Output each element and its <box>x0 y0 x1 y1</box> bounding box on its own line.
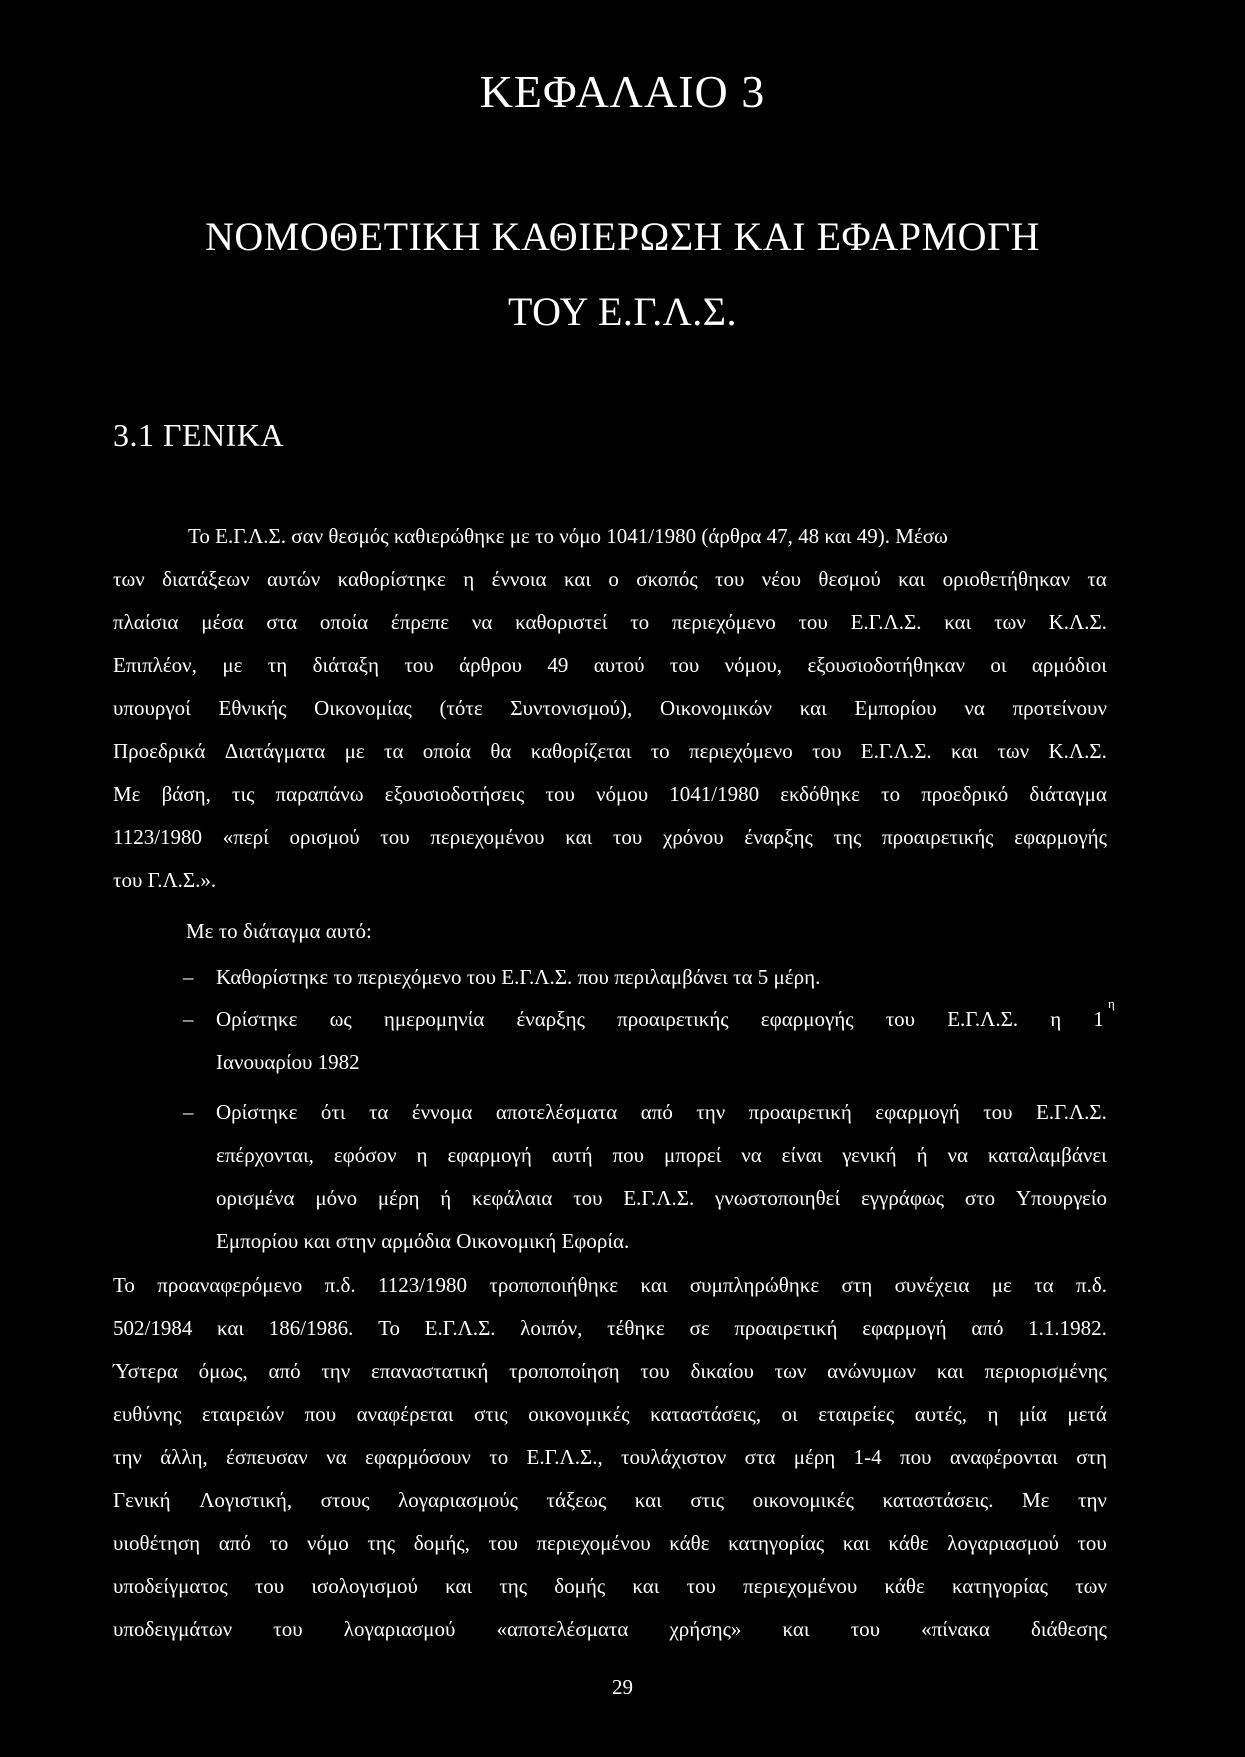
word: τέθηκε <box>607 1316 665 1340</box>
word: (τότε <box>439 696 483 720</box>
word: καθορίστηκε <box>337 567 446 591</box>
word: 49 <box>547 653 569 677</box>
word: νόμου, <box>724 653 783 677</box>
word: υποδείγματος <box>113 1574 228 1598</box>
word: αναφέρονται <box>949 1445 1058 1469</box>
word: μέρη <box>793 1445 836 1469</box>
word: μία <box>1018 1402 1047 1426</box>
word: εφαρμόσουν <box>365 1445 471 1469</box>
word: αποτελέσματα <box>495 1100 618 1124</box>
word: με <box>222 653 243 677</box>
word: κάθε <box>669 1531 710 1555</box>
word: του <box>885 1007 916 1031</box>
word: Κ.Λ.Σ. <box>1048 610 1107 634</box>
word: ορισμένα <box>216 1186 295 1210</box>
word: Γενική <box>113 1488 171 1512</box>
section-heading: 3.1 ΓΕΝΙΚΑ <box>113 417 285 453</box>
word: Συντονισμού), <box>510 696 633 720</box>
bullet-dash: – <box>183 1100 194 1124</box>
word: π.δ. <box>1076 1273 1107 1297</box>
word: ορισμού <box>289 825 360 849</box>
word: μόνο <box>315 1186 358 1210</box>
word: να <box>741 1143 762 1167</box>
word: η <box>463 567 475 591</box>
word: ανώνυμων <box>827 1359 916 1383</box>
word: Ε.Γ.Λ.Σ. <box>1036 1100 1107 1124</box>
word: σκοπός <box>636 567 698 591</box>
word: του <box>380 825 410 849</box>
word: που <box>899 1445 932 1469</box>
word: εφαρμογή <box>875 1100 960 1124</box>
word: έναρξης <box>516 1007 585 1031</box>
word: του <box>404 653 434 677</box>
word: χρόνου <box>663 825 724 849</box>
paragraph-2-line <box>113 1442 1107 1472</box>
word: πλαίσια <box>113 610 179 634</box>
paragraph-1-line <box>113 693 1107 723</box>
word: τις <box>232 782 255 806</box>
word: στα <box>266 610 298 634</box>
word: των <box>774 1359 807 1383</box>
word: του <box>545 782 575 806</box>
word: και <box>634 1488 662 1512</box>
word: και <box>936 1359 964 1383</box>
word: τα <box>1087 567 1107 591</box>
word: διατάξεων <box>162 567 250 591</box>
word: εταιρείες <box>818 1402 895 1426</box>
word: περιεχόμενο <box>689 739 793 763</box>
paragraph-2-line <box>113 1270 1107 1300</box>
word: και <box>842 1531 870 1555</box>
word: προαιρετική <box>734 1316 838 1340</box>
word: το <box>489 1445 509 1469</box>
word: το <box>630 610 650 634</box>
paragraph-2-line <box>113 1356 1107 1386</box>
word: περιεχομένου <box>743 1574 858 1598</box>
word: λοιπόν, <box>520 1316 583 1340</box>
word: στις <box>690 1488 725 1512</box>
word: ημερομηνία <box>383 1007 485 1031</box>
word: ως <box>329 1007 352 1031</box>
word: στους <box>320 1488 370 1512</box>
word: που <box>304 1402 337 1426</box>
word: Το <box>113 1273 135 1297</box>
word: όμως, <box>198 1359 248 1383</box>
word: υπουργοί <box>113 696 191 720</box>
word: 186/1986. <box>268 1316 354 1340</box>
word: οι <box>781 1402 798 1426</box>
paragraph-1-line: Το Ε.Γ.Λ.Σ. σαν θεσμός καθιερώθηκε με το νόμο 1041/1980 (άρθρα 47, 48 και 49). Μέσω <box>188 524 948 548</box>
word: του <box>273 1617 303 1641</box>
word: 1123/1980 <box>113 825 203 849</box>
word: αυτών <box>267 567 321 591</box>
word: και <box>951 739 979 763</box>
word: καθορίζεται <box>530 739 632 763</box>
word: τουλάχιστον <box>621 1445 727 1469</box>
word: του <box>640 1359 670 1383</box>
word: τροποποίηση <box>509 1359 620 1383</box>
word: έννομα <box>411 1100 473 1124</box>
word: να <box>326 1445 347 1469</box>
word: γνωστοποιηθεί <box>715 1186 841 1210</box>
word: εφόσον <box>333 1143 397 1167</box>
word: έπρεπε <box>390 610 450 634</box>
word: και <box>445 1574 473 1598</box>
word: δομής, <box>413 1531 470 1555</box>
word: και <box>944 610 972 634</box>
word: ότι <box>320 1100 346 1124</box>
word: την <box>113 1445 142 1469</box>
word: εφαρμογής <box>1014 825 1107 849</box>
word: ισολογισμού <box>311 1574 418 1598</box>
word: Με <box>1022 1488 1050 1512</box>
word: με <box>991 1273 1012 1297</box>
word: σε <box>689 1316 710 1340</box>
word: και <box>799 696 827 720</box>
word: μπορεί <box>663 1143 722 1167</box>
word: κάθε <box>888 1531 929 1555</box>
word: της <box>833 825 862 849</box>
word: στη <box>1076 1445 1107 1469</box>
word: κεφάλαια <box>472 1186 553 1210</box>
word: «περί <box>222 825 269 849</box>
word: κάθε <box>884 1574 925 1598</box>
word: οριοθετήθηκαν <box>942 567 1070 591</box>
word: το <box>881 782 901 806</box>
word: θεσμού <box>818 567 881 591</box>
word: επέρχονται, <box>216 1143 314 1167</box>
word: υιοθέτηση <box>113 1531 201 1555</box>
word: Οικονομίας <box>314 696 412 720</box>
word: στα <box>744 1445 776 1469</box>
page-number: 29 <box>612 1675 633 1699</box>
word: Εμπορίου <box>854 696 937 720</box>
document-title-line-2: ΤΟΥ Ε.Γ.Λ.Σ. <box>507 289 738 334</box>
word: προαναφερόμενο <box>157 1273 303 1297</box>
word: εκδόθηκε <box>780 782 860 806</box>
bullet-2-line <box>216 1004 1104 1034</box>
word: Ύστερα <box>113 1359 178 1383</box>
word: έννοια <box>491 567 547 591</box>
word: το <box>650 739 670 763</box>
word: αυτές, <box>914 1402 967 1426</box>
word: του <box>812 739 842 763</box>
word: π.δ. <box>324 1273 356 1297</box>
word: Λογιστική, <box>199 1488 293 1512</box>
word: του <box>573 1186 603 1210</box>
word: καταστάσεις. <box>882 1488 994 1512</box>
word: ο <box>608 567 619 591</box>
word: Ε.Γ.Λ.Σ. <box>623 1186 695 1210</box>
bullet-3-line <box>216 1097 1107 1127</box>
word: διάθεσης <box>1030 1617 1107 1641</box>
word: Διατάγματα <box>224 739 326 763</box>
bullet-dash: – <box>183 1007 194 1031</box>
paragraph-1-line <box>113 650 1107 680</box>
word: καθοριστεί <box>515 610 608 634</box>
word: Κ.Λ.Σ. <box>1048 739 1107 763</box>
word: προαιρετική <box>748 1100 852 1124</box>
word: περιορισμένης <box>984 1359 1107 1383</box>
word: του <box>488 1531 518 1555</box>
word: κατηγορίας <box>951 1574 1049 1598</box>
word: αυτού <box>593 653 645 677</box>
word: κατηγορίας <box>728 1531 825 1555</box>
word: της <box>367 1531 396 1555</box>
word: γενική <box>842 1143 897 1167</box>
word: εφαρμογής <box>760 1007 854 1031</box>
word: τα <box>1034 1273 1054 1297</box>
word: του <box>715 567 745 591</box>
word: λογαριασμούς <box>398 1488 518 1512</box>
word: οι <box>990 653 1007 677</box>
word: στη <box>841 1273 873 1297</box>
word: οικονομικές <box>752 1488 854 1512</box>
word: την <box>696 1100 726 1124</box>
word: οικονομικές <box>528 1402 630 1426</box>
word: βάση, <box>161 782 211 806</box>
word: την <box>1078 1488 1107 1512</box>
bullet-2-line: Ιανουαρίου 1982 <box>216 1050 360 1074</box>
word: 1 <box>1093 1007 1104 1031</box>
word: έσπευσαν <box>226 1445 308 1469</box>
word: προαιρετικής <box>617 1007 729 1031</box>
word: με <box>344 739 365 763</box>
word: περιεχόμενο <box>671 610 776 634</box>
word: το <box>269 1531 289 1555</box>
word: των <box>1075 1574 1107 1598</box>
paragraph-1-line <box>113 564 1107 594</box>
word: θα <box>490 739 512 763</box>
word: έναρξης <box>744 825 813 849</box>
word: Οικονομικών <box>659 696 773 720</box>
word: των <box>997 739 1030 763</box>
paragraph-2-line <box>113 1399 1107 1429</box>
word: διάταξη <box>312 653 379 677</box>
word: τα <box>384 739 404 763</box>
paragraph-2-line <box>113 1313 1107 1343</box>
word: να <box>964 696 985 720</box>
word: στο <box>964 1186 996 1210</box>
word: 1-4 <box>853 1445 882 1469</box>
word: Υπουργείο <box>1015 1186 1107 1210</box>
word: Ε.Γ.Λ.Σ. <box>860 739 932 763</box>
word: καταστάσεις, <box>650 1402 762 1426</box>
word: Ορίστηκε <box>216 1007 298 1031</box>
word: «πίνακα <box>921 1617 990 1641</box>
word: η <box>416 1143 428 1167</box>
bullet-3-line: Εμπορίου και στην αρμόδια Οικονομική Εφορία. <box>216 1229 630 1253</box>
word: από <box>971 1316 1004 1340</box>
word: εταιρειών <box>201 1402 285 1426</box>
paragraph-2-line <box>113 1485 1107 1515</box>
word: Ορίστηκε <box>216 1100 298 1124</box>
chapter-heading: ΚΕΦΑΛΑΙΟ 3 <box>479 66 766 117</box>
word: Ε.Γ.Λ.Σ. <box>850 610 922 634</box>
word: οποία <box>422 739 472 763</box>
word: του <box>798 610 828 634</box>
word: μετά <box>1067 1402 1107 1426</box>
word: την <box>321 1359 351 1383</box>
word: λογαριασμού <box>343 1617 456 1641</box>
word: εξουσιοδοτήσεις <box>384 782 525 806</box>
bullet-1-line: Καθορίστηκε το περιεχόμενο του Ε.Γ.Λ.Σ. που περιλαμβάνει τα 5 μέρη. <box>216 965 821 989</box>
word: του <box>686 1574 716 1598</box>
word: καταλαμβάνει <box>987 1143 1107 1167</box>
word: εγγράφως <box>860 1186 945 1210</box>
word: συνέχεια <box>894 1273 970 1297</box>
word: οποία <box>319 610 369 634</box>
word: περιεχομένου <box>430 825 545 849</box>
paragraph-1-line <box>113 822 1107 852</box>
word: τη <box>267 653 288 677</box>
word: προτείνουν <box>1012 696 1107 720</box>
bullet-dash: – <box>183 965 194 989</box>
word: ή <box>440 1186 452 1210</box>
word: ή <box>916 1143 928 1167</box>
word: άλλη, <box>160 1445 208 1469</box>
word: προαιρετικής <box>881 825 994 849</box>
paragraph-1-line <box>113 779 1107 809</box>
word: «αποτελέσματα <box>496 1617 629 1641</box>
paragraph-1-line <box>113 736 1107 766</box>
word: από <box>268 1359 301 1383</box>
word: νόμου <box>595 782 649 806</box>
word: 1123/1980 <box>378 1273 468 1297</box>
word: και <box>898 567 926 591</box>
word: και <box>217 1316 245 1340</box>
paragraph-1-line: του Γ.Λ.Σ.». <box>113 868 217 892</box>
word: μέρη <box>377 1186 420 1210</box>
word: και <box>565 825 593 849</box>
decree-intro: Με το διάταγμα αυτό: <box>186 919 372 943</box>
paragraph-2-line <box>113 1528 1107 1558</box>
word: τάξεως <box>546 1488 607 1512</box>
word: 1.1.1982. <box>1028 1316 1107 1340</box>
word: του <box>612 825 643 849</box>
word: συμπληρώθηκε <box>689 1273 820 1297</box>
word: Εθνικής <box>218 696 287 720</box>
word: επαναστατική <box>370 1359 489 1383</box>
word: η <box>987 1402 999 1426</box>
word: ευθύνης <box>113 1402 182 1426</box>
word: περιεχομένου <box>536 1531 651 1555</box>
word: από <box>218 1531 251 1555</box>
word: αρμόδιοι <box>1031 653 1107 677</box>
word: λογαριασμού <box>947 1531 1059 1555</box>
word: Επιπλέον, <box>113 653 197 677</box>
word: του <box>983 1100 1013 1124</box>
word: του <box>1077 1531 1107 1555</box>
word: διάταγμα <box>1029 782 1107 806</box>
word: Ε.Γ.Λ.Σ., <box>526 1445 603 1469</box>
word: τα <box>368 1100 389 1124</box>
word: εφαρμογή <box>862 1316 947 1340</box>
word: υποδειγμάτων <box>113 1617 233 1641</box>
word: αναφέρεται <box>356 1402 454 1426</box>
word: των <box>994 610 1026 634</box>
word: του <box>254 1574 285 1598</box>
word: προεδρικό <box>921 782 1009 806</box>
word: Το <box>378 1316 400 1340</box>
word: νόμο <box>307 1531 349 1555</box>
bullet-2-superscript: η <box>1108 996 1115 1011</box>
paragraph-2-line <box>113 1614 1107 1644</box>
word: στις <box>473 1402 508 1426</box>
word: και <box>640 1273 668 1297</box>
paragraph-2-line <box>113 1571 1107 1601</box>
word: και <box>782 1617 810 1641</box>
word: του <box>669 653 700 677</box>
word: μέσα <box>201 610 244 634</box>
word: δομής <box>554 1574 606 1598</box>
word: Με <box>113 782 141 806</box>
word: Προεδρικά <box>113 739 206 763</box>
word: είναι <box>781 1143 823 1167</box>
bullet-3-line <box>216 1183 1107 1213</box>
bullet-3-line <box>216 1140 1107 1170</box>
word: αυτή <box>551 1143 593 1167</box>
paragraph-1-line <box>113 607 1107 637</box>
word: να <box>471 610 493 634</box>
word: που <box>612 1143 645 1167</box>
word: τροποποιήθηκε <box>489 1273 619 1297</box>
word: να <box>947 1143 968 1167</box>
word: της <box>499 1574 528 1598</box>
word: άρθρου <box>459 653 522 677</box>
word: 1041/1980 <box>669 782 760 806</box>
word: των <box>113 567 145 591</box>
word: Ε.Γ.Λ.Σ. <box>947 1007 1019 1031</box>
word: του <box>850 1617 881 1641</box>
word: και <box>632 1574 660 1598</box>
word: η <box>1050 1007 1062 1031</box>
word: εξουσιοδοτήθηκαν <box>807 653 965 677</box>
word: εφαρμογή <box>447 1143 532 1167</box>
word: Ε.Γ.Λ.Σ. <box>424 1316 496 1340</box>
word: νέου <box>761 567 801 591</box>
word: παραπάνω <box>275 782 364 806</box>
word: 502/1984 <box>113 1316 193 1340</box>
word: δικαίου <box>690 1359 754 1383</box>
document-title-line-1: ΝΟΜΟΘΕΤΙΚΗ ΚΑΘΙΕΡΩΣΗ ΚΑΙ ΕΦΑΡΜΟΓΗ <box>205 214 1040 259</box>
word: χρήσης» <box>669 1617 742 1641</box>
word: και <box>563 567 592 591</box>
word: από <box>640 1100 673 1124</box>
